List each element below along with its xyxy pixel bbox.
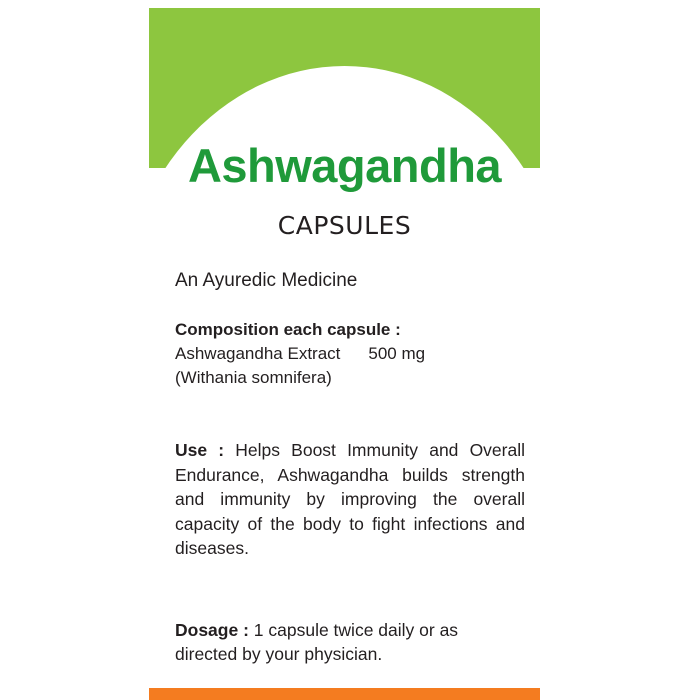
dosage-text: 1 capsule twice daily or as directed by your physician. [175, 620, 459, 664]
use-text: Helps Boost Immunity and Overall Endurance, Ashwagandha builds strength and immunity by improving the overall capacity of the body to fight infections and diseases. [175, 440, 525, 558]
composition-botanical-name: (Withania somnifera) [175, 368, 332, 387]
composition-heading: Composition each capsule : [175, 320, 401, 339]
composition-quantity: 500 mg [368, 344, 426, 363]
orange-bottom-bar [149, 688, 540, 700]
product-form: CAPSULES [277, 211, 412, 240]
dosage-section [175, 618, 525, 666]
composition-row [175, 342, 525, 366]
product-tagline: An Ayuredic Medicine [175, 270, 358, 291]
use-section [175, 438, 525, 561]
composition-section [175, 318, 525, 390]
product-label [149, 8, 540, 700]
product-name: Ashwagandha [187, 139, 502, 192]
dosage-heading: Dosage : [175, 620, 249, 640]
use-heading: Use : [175, 440, 225, 460]
composition-ingredient: Ashwagandha Extract [175, 344, 341, 363]
